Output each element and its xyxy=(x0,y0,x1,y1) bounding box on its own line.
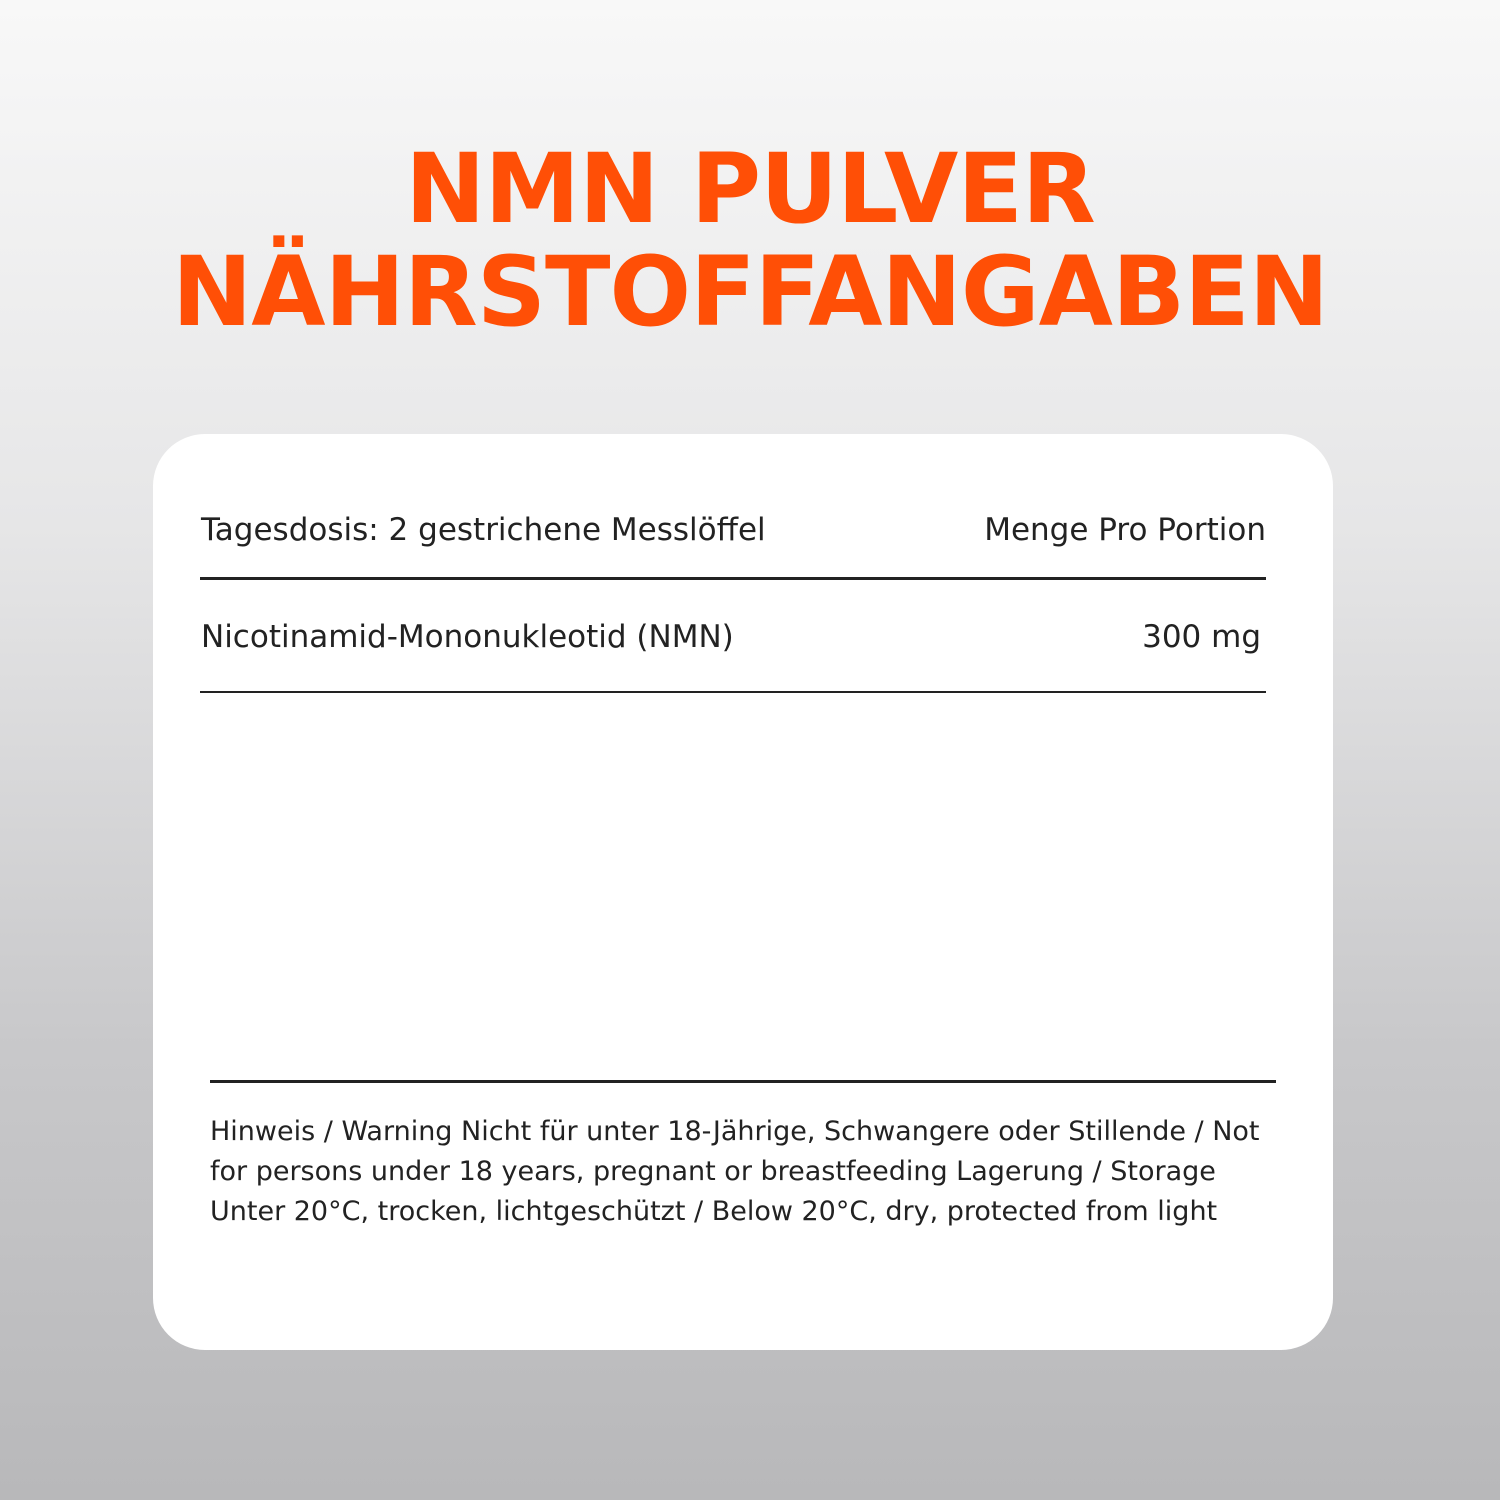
row-divider xyxy=(200,691,1266,693)
page-title xyxy=(0,133,1500,348)
table-row xyxy=(201,619,1266,655)
dosage-label: Tagesdosis: 2 gestrichene Messlöffel xyxy=(201,512,766,548)
notice-divider xyxy=(210,1080,1276,1083)
table-header-row xyxy=(201,512,1266,548)
title-line-2: NÄHRSTOFFANGABEN xyxy=(171,236,1329,348)
ingredient-amount: 300 mg xyxy=(1142,619,1261,655)
warning-storage-notice: Hinweis / Warning Nicht für unter 18-Jährige, Schwangere oder Stillende / Not for persons under 18 years, pregnant or breastfeeding Lagerung / Storage Unter 20°C, trocken, lichtgeschützt / Below 20°C, dry, protected from light xyxy=(210,1116,1260,1227)
title-line-1: NMN PULVER xyxy=(405,133,1095,245)
header-divider xyxy=(200,577,1266,580)
ingredient-name: Nicotinamid-Mononukleotid (NMN) xyxy=(201,619,734,655)
amount-column-label: Menge Pro Portion xyxy=(984,512,1266,548)
nutrition-card xyxy=(153,434,1333,1350)
